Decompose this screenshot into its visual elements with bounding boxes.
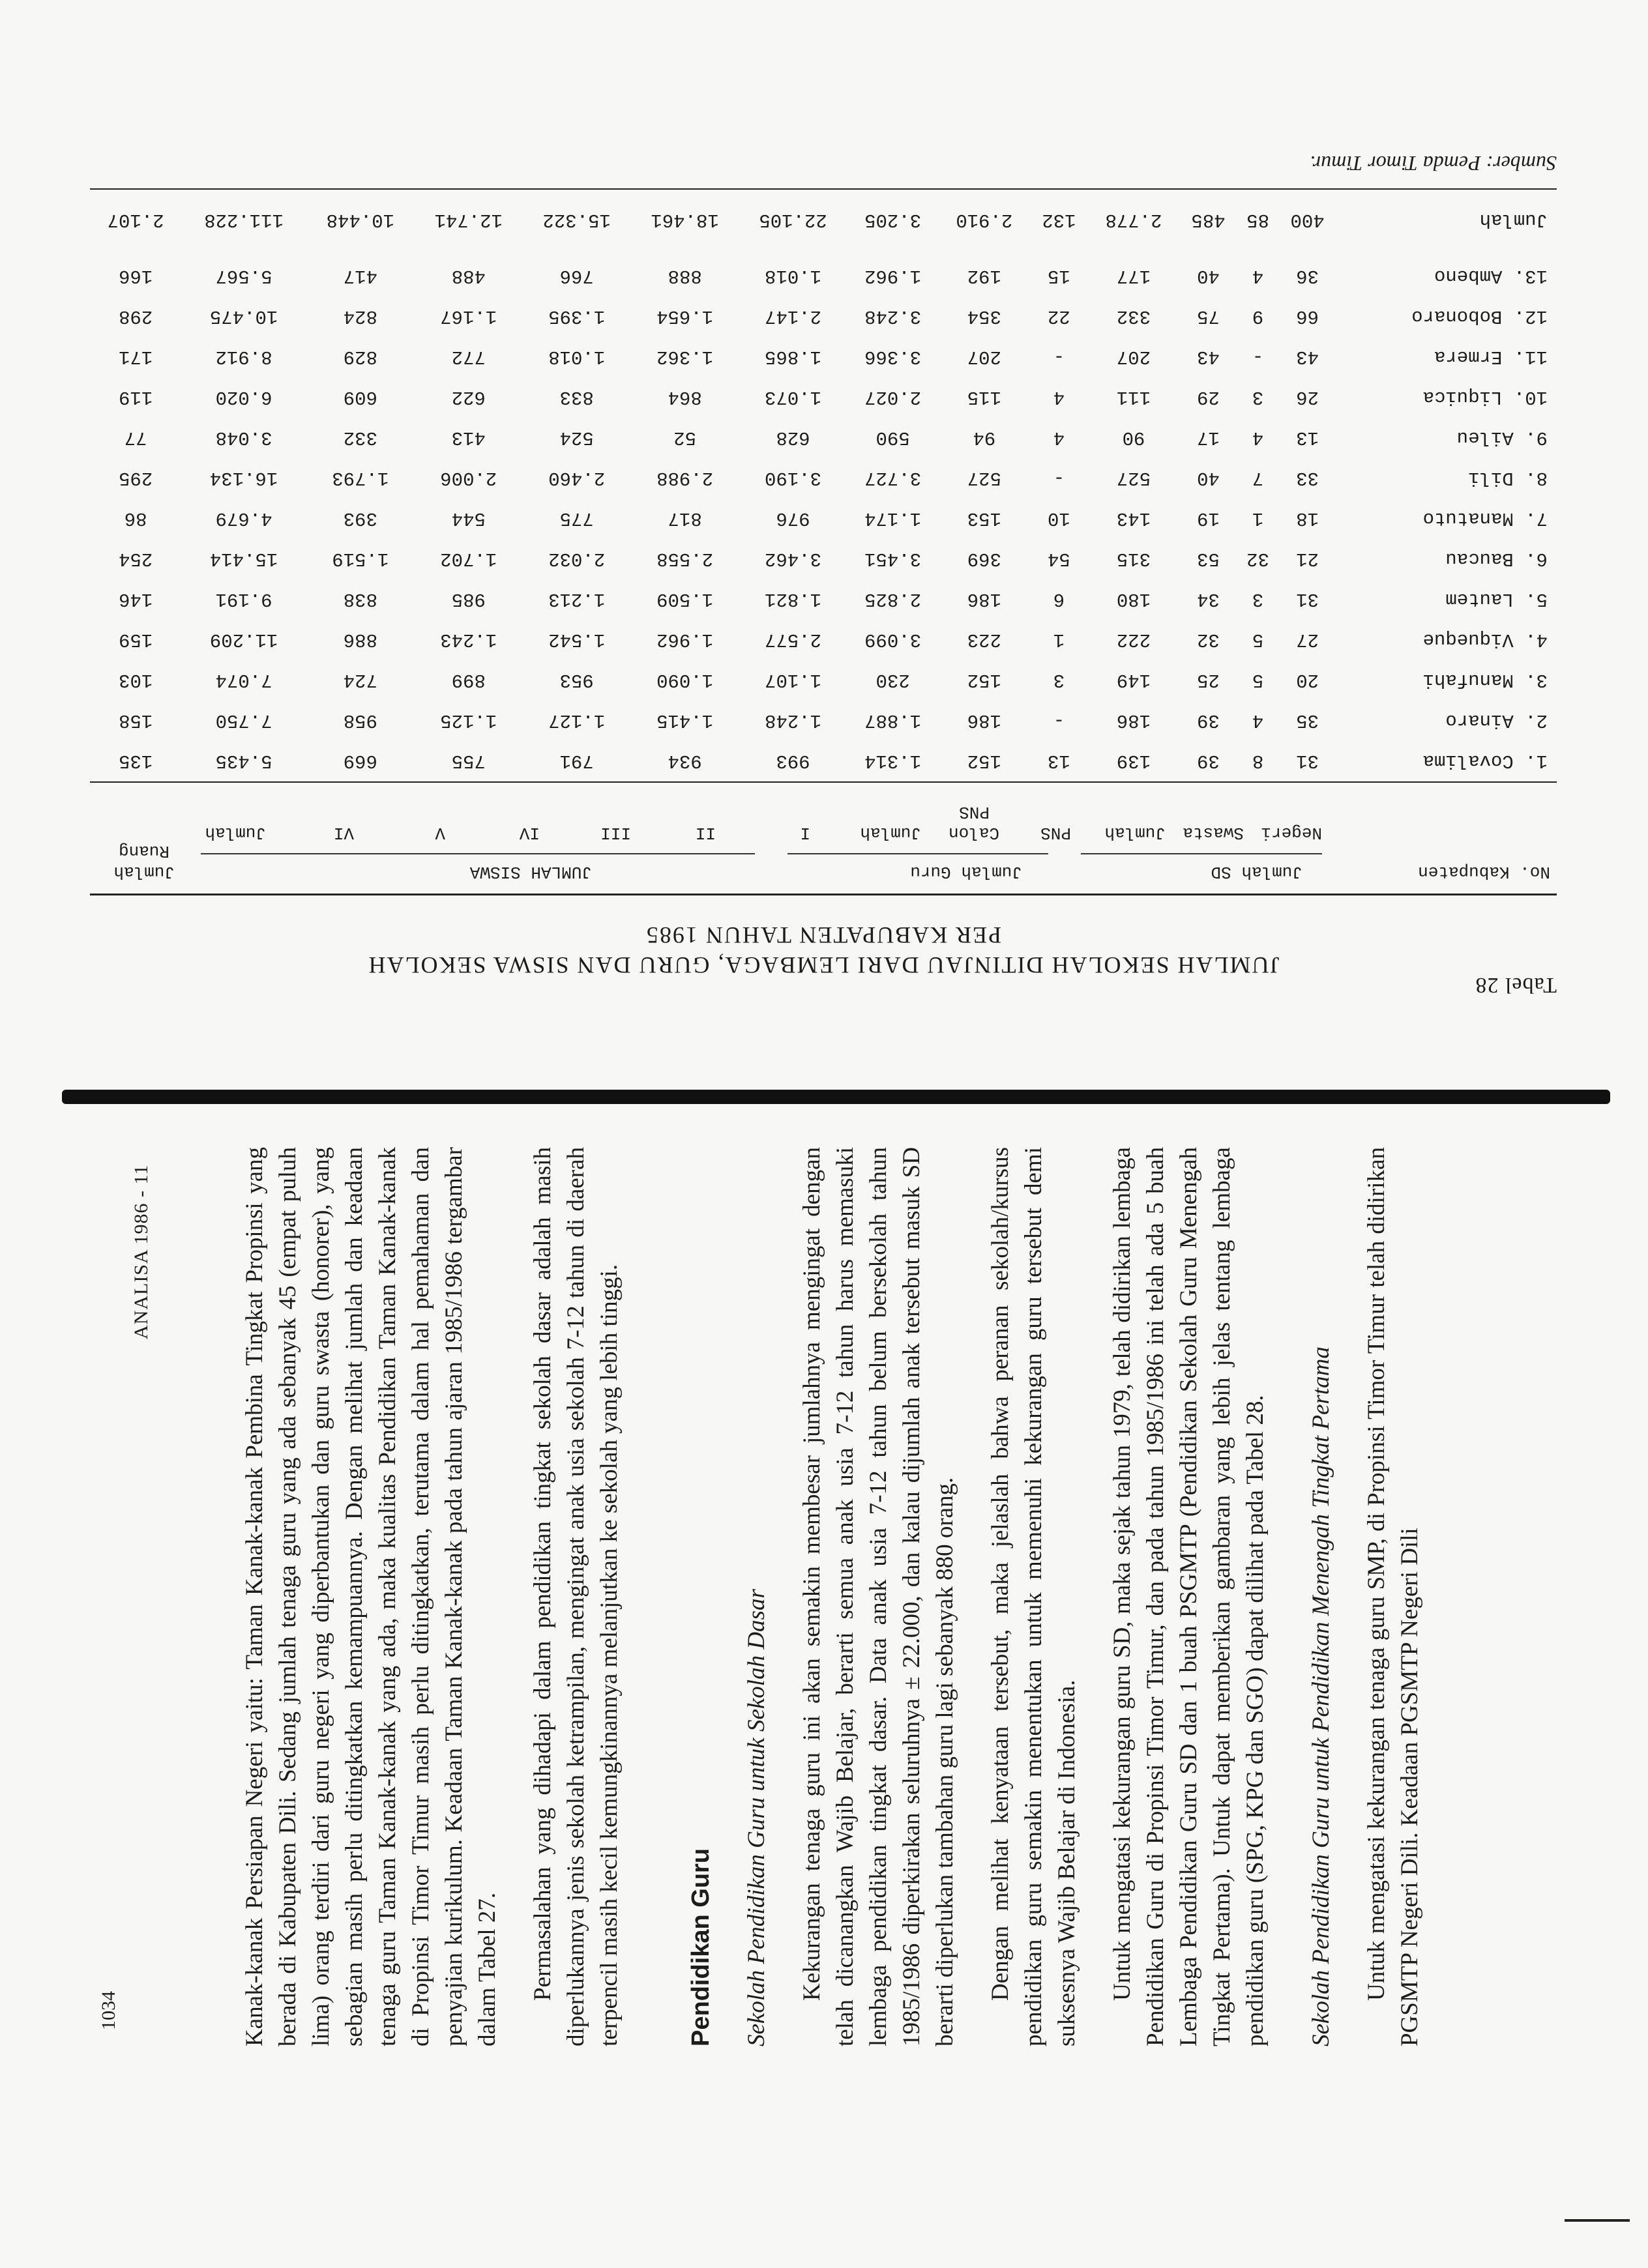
value-cell: 4 bbox=[1252, 710, 1264, 732]
value-cell: 622 bbox=[451, 386, 486, 409]
value-cell: 90 bbox=[1122, 427, 1145, 449]
value-cell: 18 bbox=[1296, 508, 1319, 530]
kabupaten-cell: 2. Ainaro bbox=[1445, 710, 1548, 732]
paragraph-institutions: Untuk mengatasi kekurangan guru SD, maka sejak tahun 1979, telah didirikan lembaga Pendidikan Guru di Propinsi Timor Timur, dan pada tahun 1985/1986 ini telah ada 5 buah Lembaga Pendidikan Guru SD dan 1 buah PSGMTP (Pendidikan Sekolah Guru Menengah Tingkat Pertama). Untuk dapat memberikan gambaran yang lebih jelas tentang lembaga pendidikan guru (SPG, KPG dan SGO) dapat dilihat pada Tabel 28. bbox=[1109, 1147, 1269, 2046]
value-cell: 171 bbox=[119, 346, 153, 368]
header-kelas-iv: IV bbox=[519, 823, 540, 843]
value-cell: 186 bbox=[967, 589, 1001, 611]
value-cell: 369 bbox=[967, 548, 1001, 570]
value-cell: 2.778 bbox=[1105, 209, 1162, 231]
value-cell: 3.248 bbox=[864, 306, 922, 328]
value-cell: 9.191 bbox=[215, 589, 272, 611]
value-cell: 724 bbox=[343, 669, 377, 691]
value-cell: 838 bbox=[343, 589, 377, 611]
table-row bbox=[90, 539, 1557, 579]
value-cell: 39 bbox=[1197, 710, 1220, 732]
value-cell: 3 bbox=[1252, 589, 1264, 611]
value-cell: 3.451 bbox=[864, 548, 922, 570]
value-cell: 40 bbox=[1197, 265, 1220, 287]
value-cell: 143 bbox=[1116, 508, 1151, 530]
value-cell: 1.127 bbox=[548, 710, 606, 732]
value-cell: 54 bbox=[1047, 548, 1070, 570]
value-cell: 833 bbox=[559, 386, 594, 409]
value-cell: 177 bbox=[1116, 265, 1151, 287]
value-cell: 2.460 bbox=[548, 467, 606, 489]
value-cell: 527 bbox=[1116, 467, 1151, 489]
value-cell: 192 bbox=[967, 265, 1001, 287]
value-cell: 417 bbox=[343, 265, 377, 287]
value-cell: 888 bbox=[668, 265, 702, 287]
value-cell: 152 bbox=[967, 669, 1001, 691]
value-cell: 1.702 bbox=[440, 548, 497, 570]
value-cell: 75 bbox=[1197, 306, 1220, 328]
value-cell: - bbox=[1053, 710, 1065, 732]
value-cell: 12.741 bbox=[434, 209, 503, 231]
kabupaten-cell: 13. Ambeno bbox=[1434, 265, 1548, 287]
value-cell: 1.654 bbox=[656, 306, 714, 328]
value-cell: 1.362 bbox=[656, 346, 714, 368]
value-cell: 166 bbox=[119, 265, 153, 287]
subheading-spg-sd: Sekolah Pendidikan Guru untuk Sekolah Dasar bbox=[743, 1589, 770, 2046]
value-cell: 829 bbox=[343, 346, 377, 368]
kabupaten-cell: Jumlah bbox=[1479, 209, 1548, 231]
value-cell: 10 bbox=[1047, 508, 1070, 530]
value-cell: 4 bbox=[1252, 265, 1264, 287]
value-cell: 332 bbox=[1116, 306, 1151, 328]
value-cell: 524 bbox=[559, 427, 594, 449]
value-cell: 22 bbox=[1047, 306, 1070, 328]
value-cell: 2.107 bbox=[107, 209, 164, 231]
value-cell: 10.475 bbox=[209, 306, 278, 328]
kabupaten-cell: 12. Bobonaro bbox=[1411, 306, 1548, 328]
value-cell: 132 bbox=[1042, 209, 1076, 231]
value-cell: 1.865 bbox=[765, 346, 822, 368]
value-cell: 1.887 bbox=[864, 710, 922, 732]
value-cell: 35 bbox=[1296, 710, 1319, 732]
header-siswa-jumlah: Jumlah bbox=[205, 823, 266, 843]
table-row bbox=[90, 499, 1557, 539]
value-cell: 3.205 bbox=[864, 209, 922, 231]
value-cell: 413 bbox=[451, 427, 486, 449]
value-cell: 6 bbox=[1053, 589, 1065, 611]
value-cell: 886 bbox=[343, 629, 377, 651]
table-box bbox=[90, 151, 1557, 997]
value-cell: 1.962 bbox=[656, 629, 714, 651]
value-cell: 791 bbox=[559, 750, 594, 772]
value-cell: 400 bbox=[1290, 209, 1325, 231]
value-cell: 1.174 bbox=[864, 508, 922, 530]
paragraph-teacher-shortage: Kekurangan tenaga guru ini akan semakin membesar jumlahnya mengingat dengan telah dicanangkan Wajib Belajar, berarti semua anak usia 7-12 tahun harus memasuki lembaga pendidikan tingkat dasar. Data anak usia 7-12 tahun belum bersekolah tahun 1985/1986 diperkirakan seluruhnya ± 22.000, dan kalau dijumlah anak tersebut masuk SD berarti diperlukan tambahan guru lagi sebanyak 880 orang. bbox=[799, 1147, 958, 2046]
value-cell: 3 bbox=[1252, 386, 1264, 409]
table-source bbox=[90, 151, 1557, 175]
value-cell: 40 bbox=[1197, 467, 1220, 489]
value-cell: 43 bbox=[1296, 346, 1319, 368]
value-cell: 5 bbox=[1252, 669, 1264, 691]
value-cell: 66 bbox=[1296, 306, 1319, 328]
value-cell: 2.577 bbox=[765, 629, 822, 651]
value-cell: 159 bbox=[119, 629, 153, 651]
kabupaten-cell: 5. Lautem bbox=[1445, 589, 1548, 611]
value-cell: 94 bbox=[973, 427, 996, 449]
value-cell: 3.462 bbox=[765, 548, 822, 570]
header-swasta: Swasta bbox=[1183, 823, 1244, 843]
bottom-rule bbox=[1565, 2219, 1630, 2222]
value-cell: 332 bbox=[343, 427, 377, 449]
value-cell: 5 bbox=[1252, 629, 1264, 651]
table-row bbox=[90, 741, 1557, 781]
value-cell: 669 bbox=[343, 750, 377, 772]
value-cell: 158 bbox=[119, 710, 153, 732]
kabupaten-cell: 6. Baucau bbox=[1445, 548, 1548, 570]
value-cell: 485 bbox=[1191, 209, 1226, 231]
value-cell: 2.027 bbox=[864, 386, 922, 409]
table-caption: Tabel 28 bbox=[1475, 973, 1557, 997]
header-kelas-iii: III bbox=[600, 823, 631, 843]
value-cell: - bbox=[1053, 467, 1065, 489]
value-cell: 2.988 bbox=[656, 467, 714, 489]
header-jumlah-ruang: Jumlah bbox=[113, 862, 175, 882]
value-cell: 2.558 bbox=[656, 548, 714, 570]
body-text-column bbox=[238, 1147, 1607, 2046]
value-cell: 1.519 bbox=[332, 548, 389, 570]
value-cell: 590 bbox=[876, 427, 910, 449]
group-line-sd bbox=[1081, 853, 1322, 854]
header-jumlah-guru: Jumlah Guru bbox=[910, 862, 1022, 882]
value-cell: 934 bbox=[668, 750, 702, 772]
heading-teacher-education: Pendidikan Guru bbox=[687, 1848, 714, 2046]
value-cell: 29 bbox=[1197, 386, 1220, 409]
paragraph-pgsmtp: Untuk mengatasi kekurangan tenaga guru SMP, di Propinsi Timor Timur telah didirikan PGSMTP Negeri Dili. Keadaan PGSMTP Negeri Dili bbox=[1363, 1147, 1423, 2046]
value-cell: 53 bbox=[1197, 548, 1220, 570]
table-body bbox=[90, 200, 1557, 781]
value-cell: 77 bbox=[124, 427, 147, 449]
value-cell: 43 bbox=[1197, 346, 1220, 368]
value-cell: 52 bbox=[673, 427, 697, 449]
value-cell: 7.750 bbox=[215, 710, 272, 732]
value-cell: 17 bbox=[1197, 427, 1220, 449]
value-cell: 1.509 bbox=[656, 589, 714, 611]
value-cell: - bbox=[1252, 346, 1264, 368]
value-cell: 111 bbox=[1116, 386, 1151, 409]
value-cell: 254 bbox=[119, 548, 153, 570]
value-cell: 5.567 bbox=[215, 265, 272, 287]
value-cell: 186 bbox=[967, 710, 1001, 732]
table-bottom-rule bbox=[90, 188, 1557, 190]
value-cell: 315 bbox=[1116, 548, 1151, 570]
value-cell: 628 bbox=[776, 427, 810, 449]
subheading-spg-smtp: Sekolah Pendidikan Guru untuk Pendidikan Menengah Tingkat Pertama bbox=[1308, 1346, 1334, 2046]
kabupaten-cell: 9. Aileu bbox=[1456, 427, 1548, 449]
value-cell: 1.542 bbox=[548, 629, 606, 651]
value-cell: 180 bbox=[1116, 589, 1151, 611]
value-cell: 10.448 bbox=[326, 209, 395, 231]
header-calon-pns-2: PNS bbox=[959, 802, 990, 822]
value-cell: 20 bbox=[1296, 669, 1319, 691]
value-cell: 34 bbox=[1197, 589, 1220, 611]
value-cell: 4 bbox=[1053, 427, 1065, 449]
page-number: 1034 bbox=[98, 1991, 119, 2030]
kabupaten-cell: 11. Ermera bbox=[1434, 346, 1548, 368]
value-cell: 139 bbox=[1116, 750, 1151, 772]
header-kelas-i: I bbox=[800, 823, 810, 843]
value-cell: 31 bbox=[1296, 750, 1319, 772]
value-cell: 609 bbox=[343, 386, 377, 409]
value-cell: 15.414 bbox=[209, 548, 278, 570]
value-cell: 2.825 bbox=[864, 589, 922, 611]
value-cell: 222 bbox=[1116, 629, 1151, 651]
kabupaten-cell: 8. Dili bbox=[1468, 467, 1548, 489]
value-cell: 149 bbox=[1116, 669, 1151, 691]
value-cell: 1.073 bbox=[765, 386, 822, 409]
kabupaten-cell: 1. Covalima bbox=[1422, 750, 1548, 772]
value-cell: 3.190 bbox=[765, 467, 822, 489]
value-cell: 19 bbox=[1197, 508, 1220, 530]
value-cell: 13 bbox=[1296, 427, 1319, 449]
value-cell: 36 bbox=[1296, 265, 1319, 287]
value-cell: 186 bbox=[1116, 710, 1151, 732]
value-cell: 976 bbox=[776, 508, 810, 530]
value-cell: 3.048 bbox=[215, 427, 272, 449]
paragraph-primary-problem: Permasalahan yang dihadapi dalam pendidikan tingkat sekolah dasar adalah masih diperlukannya jenis sekolah ketrampilan, mengingat anak usia sekolah 7-12 tahun di daerah terpencil masih kecil kemungkinannya melanjutkan ke sekolah yang lebih tinggi. bbox=[529, 1147, 623, 2046]
table-row bbox=[90, 579, 1557, 620]
value-cell: 25 bbox=[1197, 669, 1220, 691]
table-row bbox=[90, 701, 1557, 741]
value-cell: 119 bbox=[119, 386, 153, 409]
value-cell: 1 bbox=[1252, 508, 1264, 530]
value-cell: 32 bbox=[1197, 629, 1220, 651]
value-cell: 1.213 bbox=[548, 589, 606, 611]
table-row bbox=[90, 337, 1557, 377]
table-row bbox=[90, 256, 1557, 297]
kabupaten-cell: 3. Manufahi bbox=[1422, 669, 1548, 691]
header-sd-jumlah: Jumlah bbox=[1104, 823, 1166, 843]
value-cell: 21 bbox=[1296, 548, 1319, 570]
value-cell: 993 bbox=[776, 750, 810, 772]
value-cell: 7 bbox=[1252, 467, 1264, 489]
value-cell: 33 bbox=[1296, 467, 1319, 489]
value-cell: 1.243 bbox=[440, 629, 497, 651]
value-cell: 1.018 bbox=[765, 265, 822, 287]
value-cell: 766 bbox=[559, 265, 594, 287]
table-row bbox=[90, 377, 1557, 418]
value-cell: 223 bbox=[967, 629, 1001, 651]
header-no-kabupaten: No. Kabupaten bbox=[1418, 862, 1550, 882]
value-cell: 4.679 bbox=[215, 508, 272, 530]
value-cell: 103 bbox=[119, 669, 153, 691]
value-cell: 772 bbox=[451, 346, 486, 368]
running-head: ANALISA 1986 - 11 bbox=[130, 1164, 152, 1339]
value-cell: 3.099 bbox=[864, 629, 922, 651]
header-kelas-ii: II bbox=[695, 823, 716, 843]
value-cell: 230 bbox=[876, 669, 910, 691]
value-cell: 899 bbox=[451, 669, 486, 691]
header-kelas-v: V bbox=[435, 823, 445, 843]
table-row bbox=[90, 620, 1557, 660]
header-calon-pns: Calon bbox=[948, 823, 999, 843]
group-line-siswa bbox=[201, 853, 755, 854]
separator-bar bbox=[62, 1090, 1610, 1104]
value-cell: 544 bbox=[451, 508, 486, 530]
value-cell: 393 bbox=[343, 508, 377, 530]
value-cell: 1.107 bbox=[765, 669, 822, 691]
value-cell: 953 bbox=[559, 669, 594, 691]
table-header bbox=[90, 783, 1557, 894]
header-jumlah-siswa: JUMLAH SISWA bbox=[469, 862, 592, 882]
value-cell: 775 bbox=[559, 508, 594, 530]
value-cell: 111.228 bbox=[204, 209, 284, 231]
value-cell: 2.006 bbox=[440, 467, 497, 489]
value-cell: 817 bbox=[668, 508, 702, 530]
value-cell: 3.727 bbox=[864, 467, 922, 489]
value-cell: 152 bbox=[967, 750, 1001, 772]
value-cell: 958 bbox=[343, 710, 377, 732]
value-cell: 2.910 bbox=[956, 209, 1013, 231]
value-cell: 1 bbox=[1053, 629, 1065, 651]
value-cell: 755 bbox=[451, 750, 486, 772]
table-row bbox=[90, 418, 1557, 458]
kabupaten-cell: 10. Liquica bbox=[1422, 386, 1548, 409]
value-cell: 1.415 bbox=[656, 710, 714, 732]
value-cell: 488 bbox=[451, 265, 486, 287]
table-title: JUMLAH SEKOLAH DITINJAU DARI LEMBAGA, GURU DAN SISWA SEKOLAH bbox=[367, 952, 1280, 978]
value-cell: 115 bbox=[967, 386, 1001, 409]
value-cell: 3.366 bbox=[864, 346, 922, 368]
table-total-row bbox=[90, 200, 1557, 256]
value-cell: 8.912 bbox=[215, 346, 272, 368]
kabupaten-cell: 7. Manatuto bbox=[1422, 508, 1548, 530]
value-cell: 6.020 bbox=[215, 386, 272, 409]
value-cell: 985 bbox=[451, 589, 486, 611]
table-section bbox=[0, 0, 1648, 1082]
value-cell: 1.090 bbox=[656, 669, 714, 691]
value-cell: 22.105 bbox=[759, 209, 827, 231]
value-cell: 1.125 bbox=[440, 710, 497, 732]
value-cell: 8 bbox=[1252, 750, 1264, 772]
header-pns: PNS bbox=[1040, 823, 1071, 843]
value-cell: 153 bbox=[967, 508, 1001, 530]
value-cell: 207 bbox=[967, 346, 1001, 368]
kabupaten-cell: 4. Viqueque bbox=[1422, 629, 1548, 651]
value-cell: 2.032 bbox=[548, 548, 606, 570]
header-jumlah-sd: Jumlah SD bbox=[1211, 862, 1302, 882]
value-cell: 354 bbox=[967, 306, 1001, 328]
value-cell: 207 bbox=[1116, 346, 1151, 368]
header-negeri: Negeri bbox=[1261, 823, 1322, 843]
value-cell: - bbox=[1053, 346, 1065, 368]
header-ruang: Ruang bbox=[118, 841, 169, 861]
table-row bbox=[90, 660, 1557, 701]
value-cell: 1.793 bbox=[332, 467, 389, 489]
value-cell: 18.461 bbox=[651, 209, 719, 231]
group-line-guru bbox=[787, 853, 1048, 854]
table-row bbox=[90, 297, 1557, 337]
value-cell: 5.435 bbox=[215, 750, 272, 772]
value-cell: 85 bbox=[1246, 209, 1269, 231]
value-cell: 295 bbox=[119, 467, 153, 489]
value-cell: 11.209 bbox=[209, 629, 278, 651]
value-cell: 86 bbox=[124, 508, 147, 530]
value-cell: 1.018 bbox=[548, 346, 606, 368]
paragraph-reality: Dengan melihat kenyataan tersebut, maka jelaslah bahwa peranan sekolah/kursus pendidikan guru semakin menentukan untuk memenuhi kekurangan guru tersebut demi suksesnya Wajib Belajar di Indonesia. bbox=[987, 1147, 1080, 2046]
source-text: Pemda Timor Timur. bbox=[1310, 152, 1481, 175]
value-cell: 4 bbox=[1252, 427, 1264, 449]
source-label: Sumber: bbox=[1486, 152, 1557, 175]
value-cell: 4 bbox=[1053, 386, 1065, 409]
value-cell: 1.314 bbox=[864, 750, 922, 772]
value-cell: 1.248 bbox=[765, 710, 822, 732]
value-cell: 15.322 bbox=[542, 209, 611, 231]
value-cell: 7.074 bbox=[215, 669, 272, 691]
value-cell: 146 bbox=[119, 589, 153, 611]
value-cell: 27 bbox=[1296, 629, 1319, 651]
table-top-rule bbox=[90, 894, 1557, 895]
value-cell: 527 bbox=[967, 467, 1001, 489]
value-cell: 39 bbox=[1197, 750, 1220, 772]
value-cell: 13 bbox=[1047, 750, 1070, 772]
header-kelas-vi: VI bbox=[333, 823, 354, 843]
school-data-table bbox=[90, 200, 1557, 781]
value-cell: 1.821 bbox=[765, 589, 822, 611]
value-cell: 1.395 bbox=[548, 306, 606, 328]
value-cell: 298 bbox=[119, 306, 153, 328]
value-cell: 26 bbox=[1296, 386, 1319, 409]
header-guru-jumlah: Jumlah bbox=[860, 823, 921, 843]
value-cell: 135 bbox=[119, 750, 153, 772]
value-cell: 15 bbox=[1047, 265, 1070, 287]
value-cell: 824 bbox=[343, 306, 377, 328]
table-row bbox=[90, 458, 1557, 499]
value-cell: 16.134 bbox=[209, 467, 278, 489]
value-cell: 31 bbox=[1296, 589, 1319, 611]
value-cell: 2.147 bbox=[765, 306, 822, 328]
value-cell: 9 bbox=[1252, 306, 1264, 328]
value-cell: 32 bbox=[1246, 548, 1269, 570]
paragraph-kindergarten: Kanak-kanak Persiapan Negeri yaitu: Taman Kanak-kanak Pembina Tingkat Propinsi yang berada di Kabupaten Dili. Sedang jumlah tenaga guru yang ada sebanyak 45 (empat puluh lima) orang terdiri dari guru negeri yang diperbantukan dan guru swasta (honorer), yang sebagian masih perlu ditingkatkan kemampuannya. Dengan melihat jumlah dan keadaan tenaga guru Taman Kanak-kanak yang ada, maka kualitas Pendidikan Taman Kanak-kanak di Propinsi Timor Timur masih perlu ditingkatkan, terutama dalam hal pemahaman dan penyajian kurikulum. Keadaan Taman Kanak-kanak pada tahun ajaran 1985/1986 tergambar dalam Tabel 27. bbox=[241, 1147, 501, 2046]
value-cell: 864 bbox=[668, 386, 702, 409]
value-cell: 1.167 bbox=[440, 306, 497, 328]
table-subtitle: PER KABUPATEN TAHUN 1985 bbox=[645, 922, 1002, 948]
value-cell: 1.962 bbox=[864, 265, 922, 287]
value-cell: 3 bbox=[1053, 669, 1065, 691]
